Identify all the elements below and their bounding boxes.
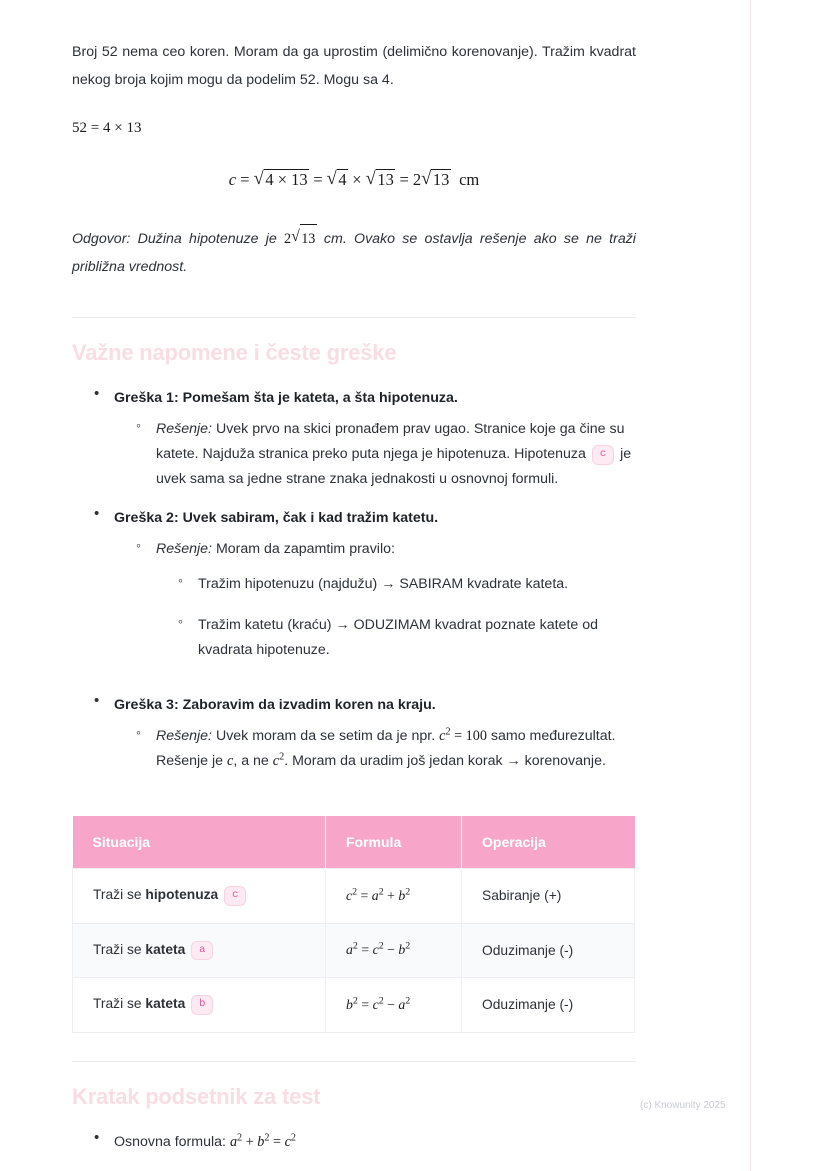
table-cell-operation: Sabiranje (+): [462, 869, 635, 924]
table-cell-operation: Oduzimanje (-): [462, 923, 635, 978]
mistake-3-solution-list: [114, 718, 636, 786]
notes-heading: Važne napomene i česte greške: [72, 340, 397, 365]
table-cell-situation: [73, 978, 326, 1033]
table-cell-formula: $c^2 = a^2 + b^2$: [326, 869, 462, 924]
list-item: [178, 572, 636, 613]
list-item: [136, 537, 636, 691]
table-header-formula: Formula: [326, 816, 462, 869]
situation-prefix: Traži se: [93, 996, 142, 1011]
mistake-2-rules-list: [156, 562, 636, 679]
situation-term: hipotenuza: [145, 887, 219, 902]
list-item-mistake-3: [94, 693, 636, 786]
table-head: [73, 816, 635, 869]
mistake-1-solution-text-1: Uvek prvo na skici pronađem prav ugao. Stranice koje ga čine su katete. Najduža stranica preko puta njega je hipotenuza. Hipotenuza: [156, 421, 625, 462]
list-item: [94, 1130, 636, 1155]
table-header-operacija: Operacija: [462, 816, 635, 869]
mistake-3-solution-text-3: , a ne: [233, 753, 269, 769]
reminder-item-formula: $a^2 + b^2 = c^2$: [229, 1131, 296, 1150]
mistake-3-solution-text-2: samo međurezultat. Rešenje je: [156, 728, 616, 769]
divider-1-wrap: [72, 281, 636, 318]
table-header-row: [73, 816, 635, 869]
mistake-3-solution-label: Rešenje:: [156, 728, 212, 744]
answer-part-2: cm. Ovako se ostavlja rešenje ako se ne traži približna vrednost.: [72, 231, 636, 275]
mistakes-list: [72, 366, 636, 786]
table-cell-formula: $b^2 = c^2 - a^2$: [326, 978, 462, 1033]
divider-2-wrap: [72, 1033, 636, 1062]
table-cell-formula: $a^2 = c^2 - b^2$: [326, 923, 462, 978]
table-row: [73, 869, 635, 924]
code-badge-c: c: [224, 886, 246, 906]
document-page: [72, 0, 636, 1157]
code-badge-a: a: [191, 941, 213, 961]
mistake-2-solution-list: [114, 531, 636, 691]
mistake-1-solution-list: [114, 411, 636, 504]
answer-label: Odgovor:: [72, 231, 131, 247]
code-badge-c: c: [592, 445, 614, 465]
mistake-1-solution-label: Rešenje:: [156, 421, 212, 437]
answer-value: 2 √ 13: [284, 231, 317, 247]
situation-prefix: Traži se: [93, 941, 142, 957]
mistake-3-title: • Greška 3: Zaboravim da izvadim koren na kraju.: [114, 697, 436, 713]
mistake-1-solution-text-2: je uvek sama sa jedne strane znaka jednakosti u osnovnoj formuli.: [156, 446, 632, 487]
mistake-2-solution-text: Moram da zapamtim pravilo:: [215, 541, 395, 557]
reminder-heading: Kratak podsetnik za test: [72, 1083, 321, 1109]
list-item-mistake-1: [94, 386, 636, 504]
summary-table: [72, 816, 635, 1033]
situation-term: kateta: [145, 941, 186, 957]
summary-table-wrap: [72, 788, 636, 1033]
reminder-item-prefix: Osnovna formula:: [114, 1133, 226, 1150]
mistake-3-solution-text-4: . Moram da uradim još jedan korak → korenovanje.: [284, 753, 606, 769]
mistake-3-var-c: c: [227, 753, 234, 769]
situation-prefix: Traži se: [93, 887, 142, 902]
mistake-1-title: • Greška 1: Pomešam šta je kateta, a šta hipotenuza.: [114, 390, 458, 406]
list-item: [178, 613, 636, 679]
table-cell-operation: Oduzimanje (-): [462, 978, 635, 1033]
table-row: [73, 923, 635, 978]
mistake-2-rule-2: Tražim katetu (kraću) → ODUZIMAM kvadrat poznate katete od kvadrata hipotenuze.: [198, 617, 599, 658]
mistake-2-title: • Greška 2: Uvek sabiram, čak i kad tražim katetu.: [114, 510, 439, 526]
answer-paragraph: [72, 190, 636, 281]
main-equation: c = √ 4 × 13 = √ 4 × √ 13 = 2 √ 13 cm: [72, 137, 636, 190]
reminder-list: [72, 1110, 636, 1155]
mistake-3-solution-text-1: Uvek moram da se setim da je npr.: [215, 728, 436, 744]
table-row: [73, 978, 635, 1033]
code-badge-b: b: [191, 995, 213, 1015]
table-body: [73, 869, 635, 1033]
answer-part-1: Dužina hipotenuze je: [137, 231, 277, 247]
table-header-situacija: Situacija: [73, 816, 326, 869]
mistake-3-formula-1: $c^2 = 100$: [439, 726, 487, 744]
footer-copyright: (c) Knowunity 2025: [640, 1100, 726, 1111]
mistake-2-rule-1: Tražim hipotenuzu (najdužu) → SABIRAM kvadrate kateta.: [198, 576, 569, 592]
table-cell-situation: [73, 923, 326, 978]
intro-paragraph: Broj 52 nema ceo koren. Moram da ga uprostim (delimično korenovanje). Tražim kvadrat nekog broja kojim mogu da podelim 52. Mogu sa 4.: [72, 44, 636, 88]
table-cell-situation: [73, 869, 326, 924]
situation-term: kateta: [145, 996, 186, 1011]
mistake-3-formula-2: $c^2$: [272, 751, 285, 769]
list-item-mistake-2: [94, 506, 636, 691]
intro-block: [72, 0, 636, 94]
factor-equation: 52 = 4 × 13: [72, 120, 142, 136]
mistake-2-solution-label: Rešenje:: [156, 541, 212, 557]
list-item: [136, 724, 636, 786]
page-edge-rule: [750, 0, 751, 1171]
list-item: [136, 417, 636, 504]
